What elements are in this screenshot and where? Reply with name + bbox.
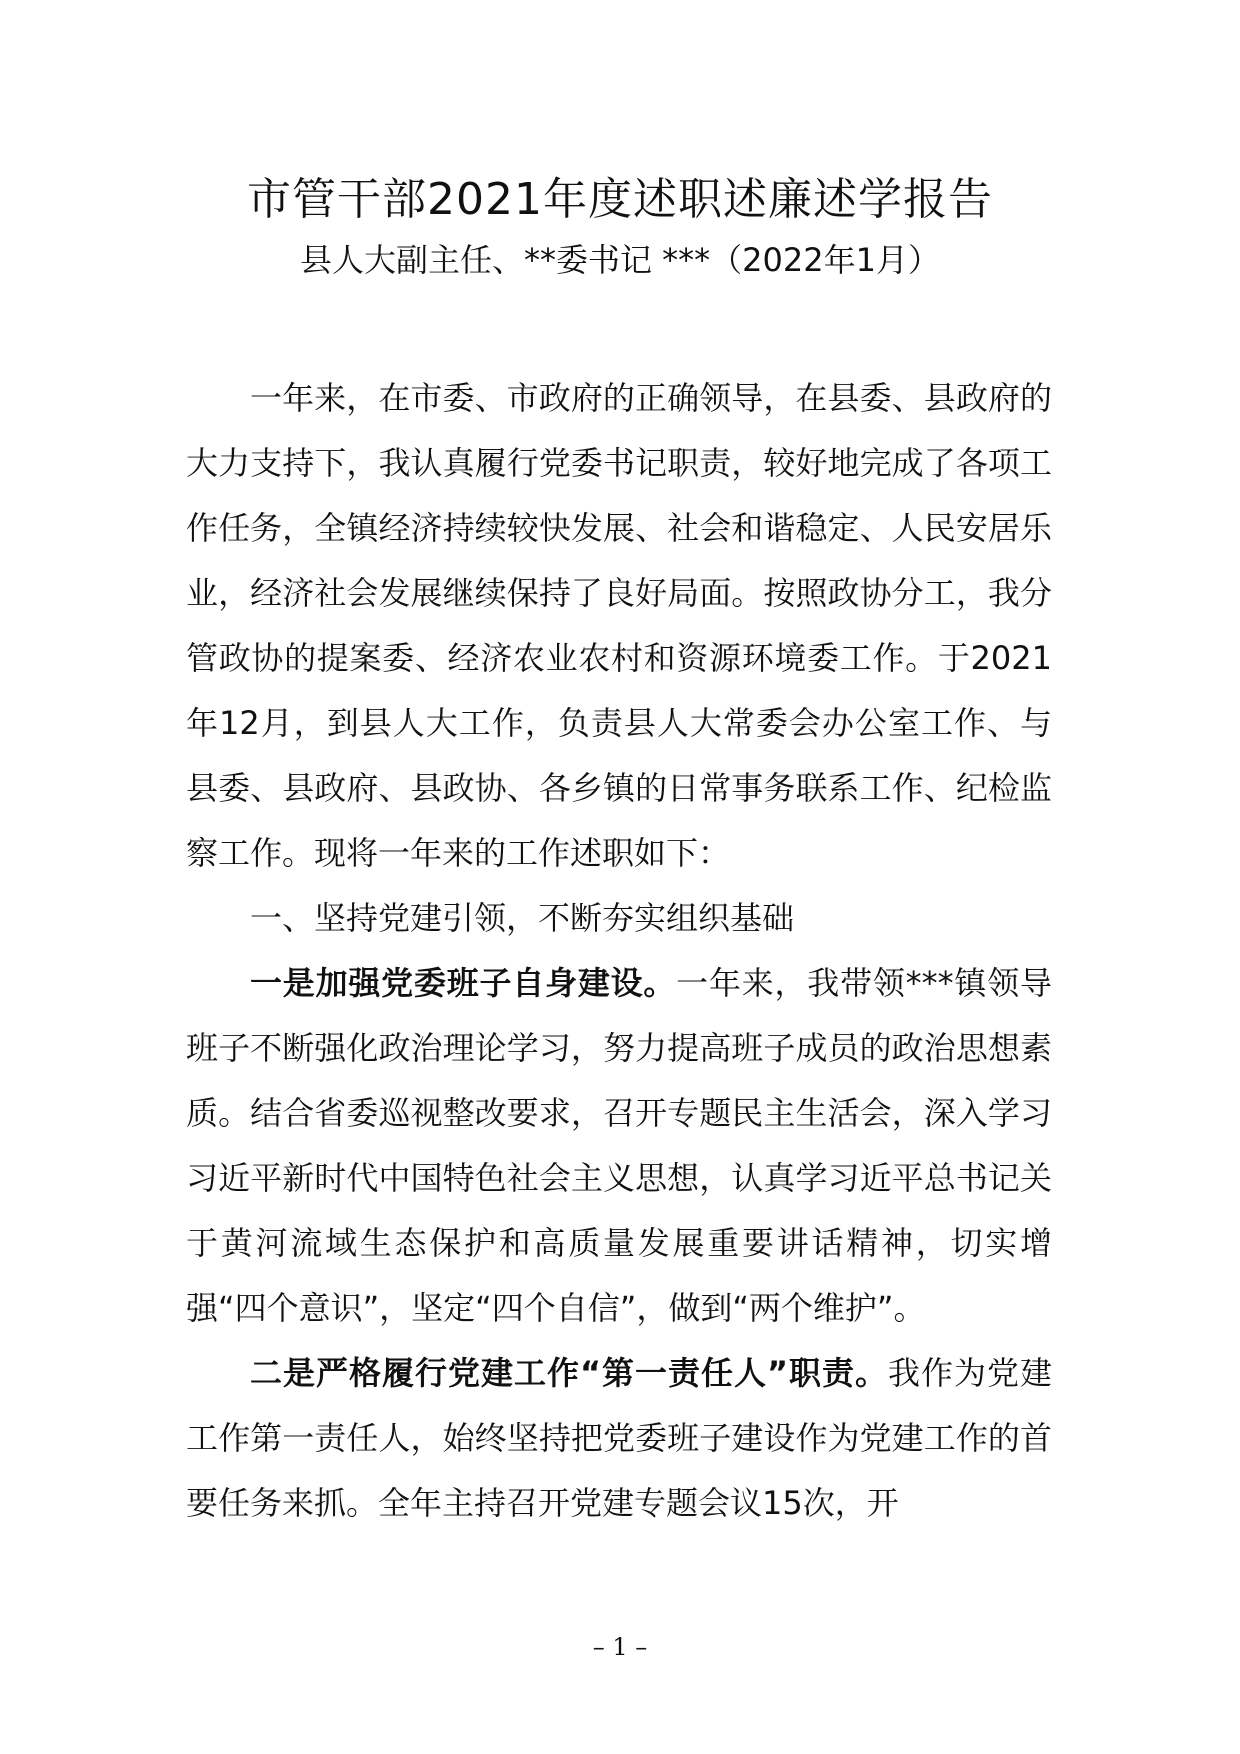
document-title: 市管干部2021年度述职述廉述学报告 [247,174,993,225]
page-number: – 1 – [592,1633,648,1661]
intro-paragraph [186,366,1052,886]
document-body [186,366,1052,1536]
point-two-paragraph [186,1341,1052,1536]
point-one-text: 一年来，我带领***镇领导班子不断强化政治理论学习，努力提高班子成员的政治思想素质。结合省委巡视整改要求，召开专题民主生活会，深入学习习近平新时代中国特色社会主义思想，认真学习近平总书记关于黄河流域生态保护和高质量发展重要讲话精神，切实增强“四个意识”，坚定“四个自信”，做到“两个维护”。 [186,964,1052,1327]
document-subtitle: 县人大副主任、**委书记 ***（2022年1月） [300,241,940,279]
section-heading-text: 一、坚持党建引领，不断夯实组织基础 [250,899,795,937]
point-one-lead: 一是加强党委班子自身建设。 [250,964,677,1002]
section-heading [186,886,1052,951]
point-two-text: 我作为党建工作第一责任人，始终坚持把党委班子建设作为党建工作的首要任务来抓。全年主持召开党建专题会议15次，开 [186,1354,1052,1522]
point-two-lead: 二是严格履行党建工作“第一责任人”职责。 [250,1354,888,1392]
point-one-paragraph [186,951,1052,1341]
intro-paragraph-text: 一年来，在市委、市政府的正确领导，在县委、县政府的大力支持下，我认真履行党委书记职责，较好地完成了各项工作任务，全镇经济持续较快发展、社会和谐稳定、人民安居乐业，经济社会发展继续保持了良好局面。按照政协分工，我分管政协的提案委、经济农业农村和资源环境委工作。于2021年12月，到县人大工作，负责县人大常委会办公室工作、与县委、县政府、县政协、各乡镇的日常事务联系工作、纪检监察工作。现将一年来的工作述职如下： [186,379,1052,872]
